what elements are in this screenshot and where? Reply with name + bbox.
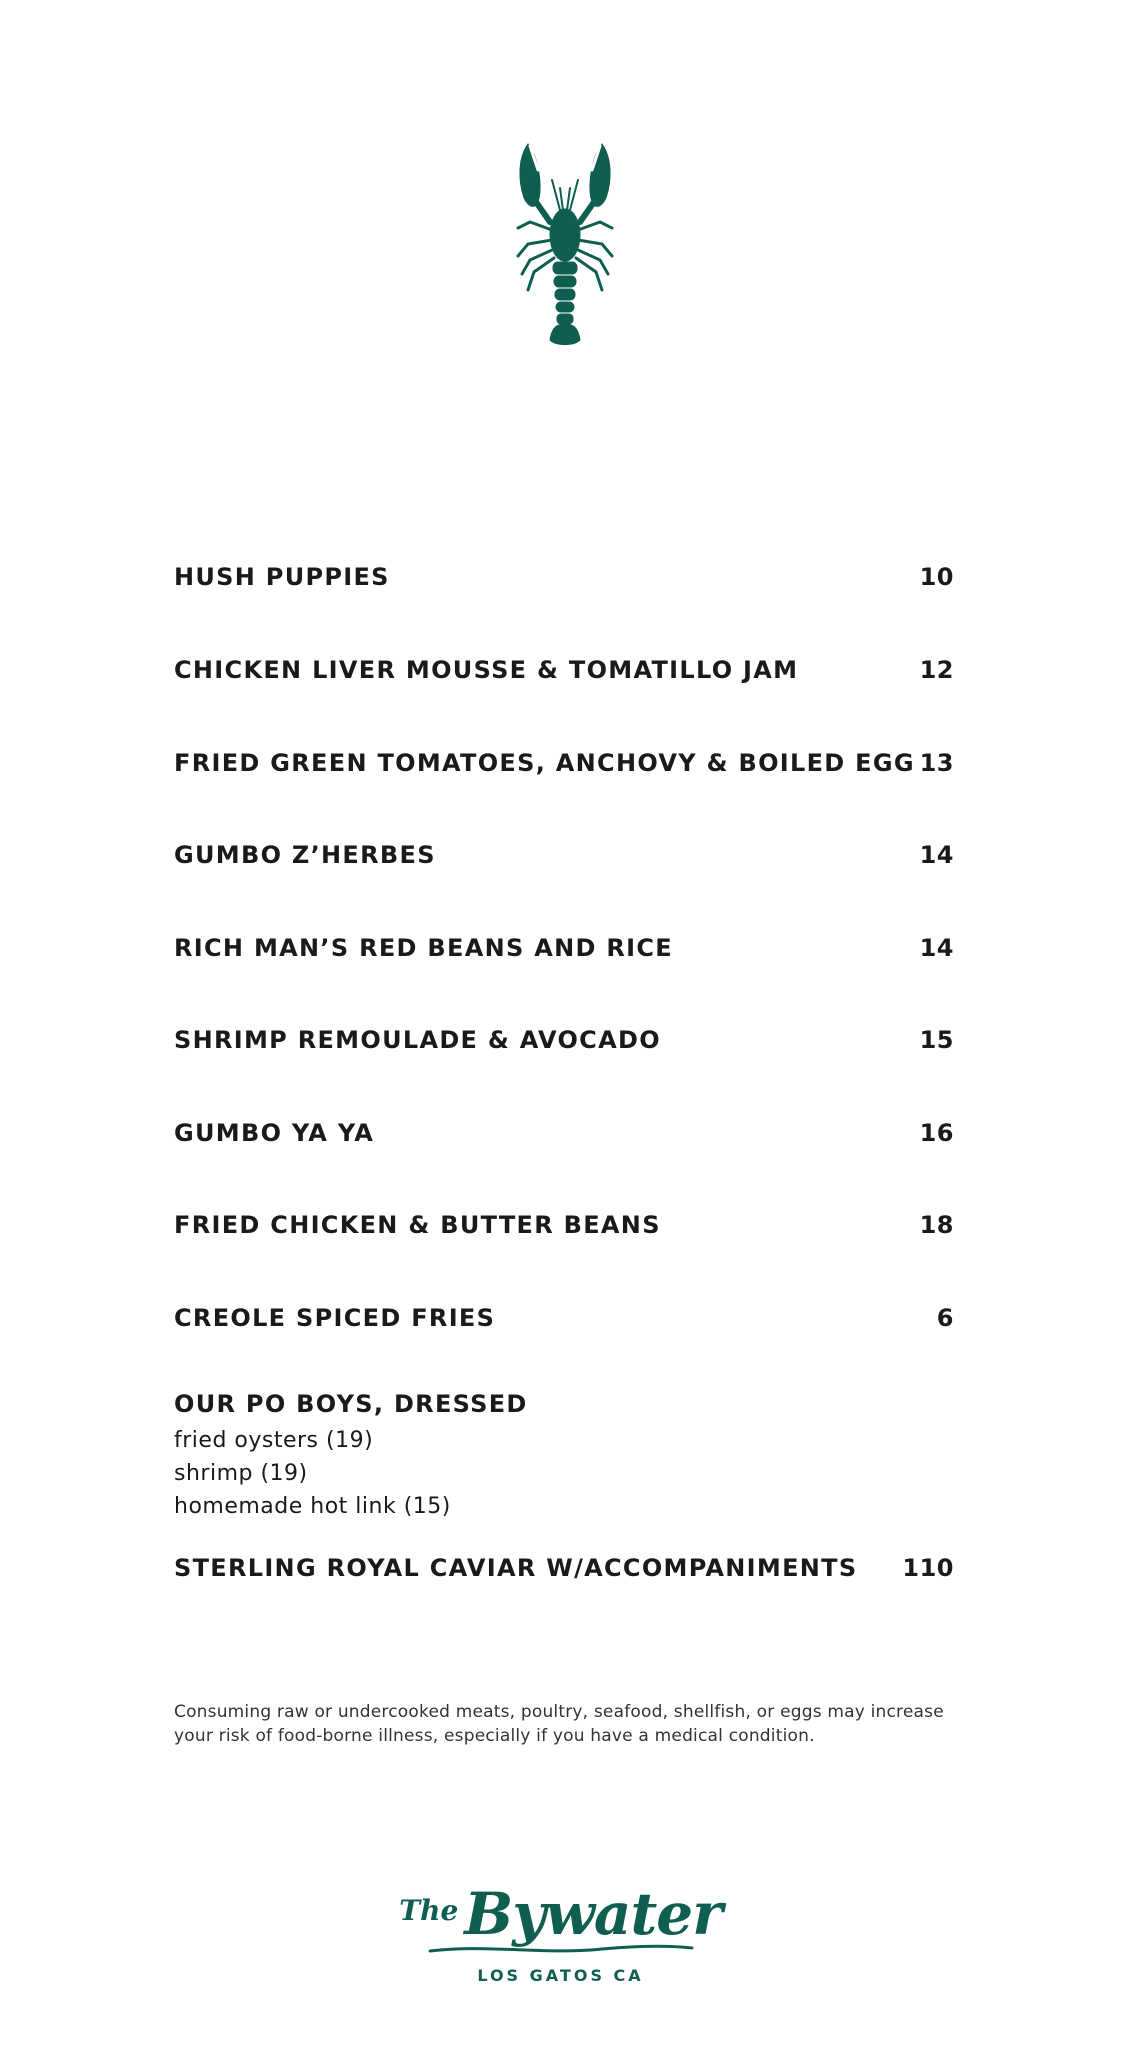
item-name: GUMBO YA YA [174, 1119, 375, 1147]
item-price: 14 [919, 934, 954, 962]
menu-item [174, 560, 954, 594]
logo-wordmark [399, 1880, 722, 1948]
item-name: CHICKEN LIVER MOUSSE & TOMATILLO JAM [174, 656, 799, 684]
item-price: 16 [919, 1119, 954, 1147]
item-price: 13 [919, 749, 954, 777]
logo-prefix: The [399, 1894, 459, 1927]
menu-item [174, 838, 954, 872]
item-price: 110 [902, 1554, 954, 1582]
item-price: 15 [919, 1026, 954, 1054]
item-name: GUMBO Z’HERBES [174, 841, 436, 869]
item-name: FRIED CHICKEN & BUTTER BEANS [174, 1211, 661, 1239]
po-boy-option: homemade hot link (15) [174, 1494, 451, 1519]
po-boy-option: shrimp (19) [174, 1461, 308, 1486]
item-price: 6 [936, 1304, 954, 1332]
item-price: 18 [919, 1211, 954, 1239]
food-safety-disclaimer: Consuming raw or undercooked meats, poultry, seafood, shellfish, or eggs may increase your risk of food-borne illness, especially if you have a medical condition. [174, 1702, 944, 1746]
po-boys-title: OUR PO BOYS, DRESSED [174, 1390, 528, 1418]
item-name: HUSH PUPPIES [174, 563, 390, 591]
item-name: SHRIMP REMOULADE & AVOCADO [174, 1026, 661, 1054]
crawfish-icon [500, 140, 630, 370]
menu-item-caviar [174, 1551, 954, 1585]
menu-item [174, 1023, 954, 1057]
po-boys-section [174, 1390, 954, 1523]
item-price: 12 [919, 656, 954, 684]
item-name: FRIED GREEN TOMATOES, ANCHOVY & BOILED EGG [174, 749, 915, 777]
logo-location: LOS GATOS CA [477, 1966, 644, 1985]
item-name: CREOLE SPICED FRIES [174, 1304, 496, 1332]
item-name: RICH MAN’S RED BEANS AND RICE [174, 934, 673, 962]
po-boys-options [174, 1424, 954, 1523]
item-price: 10 [919, 563, 954, 591]
po-boy-option: fried oysters (19) [174, 1428, 374, 1453]
menu-item [174, 1208, 954, 1242]
menu-item [174, 931, 954, 965]
menu-item [174, 1301, 954, 1335]
item-price: 14 [919, 841, 954, 869]
menu-item [174, 746, 954, 780]
item-name: STERLING ROYAL CAVIAR W/ACCOMPANIMENTS [174, 1554, 858, 1582]
restaurant-logo [0, 1880, 1121, 1985]
menu-item [174, 1116, 954, 1150]
logo-name: Bywater [464, 1880, 722, 1948]
menu-item [174, 653, 954, 687]
